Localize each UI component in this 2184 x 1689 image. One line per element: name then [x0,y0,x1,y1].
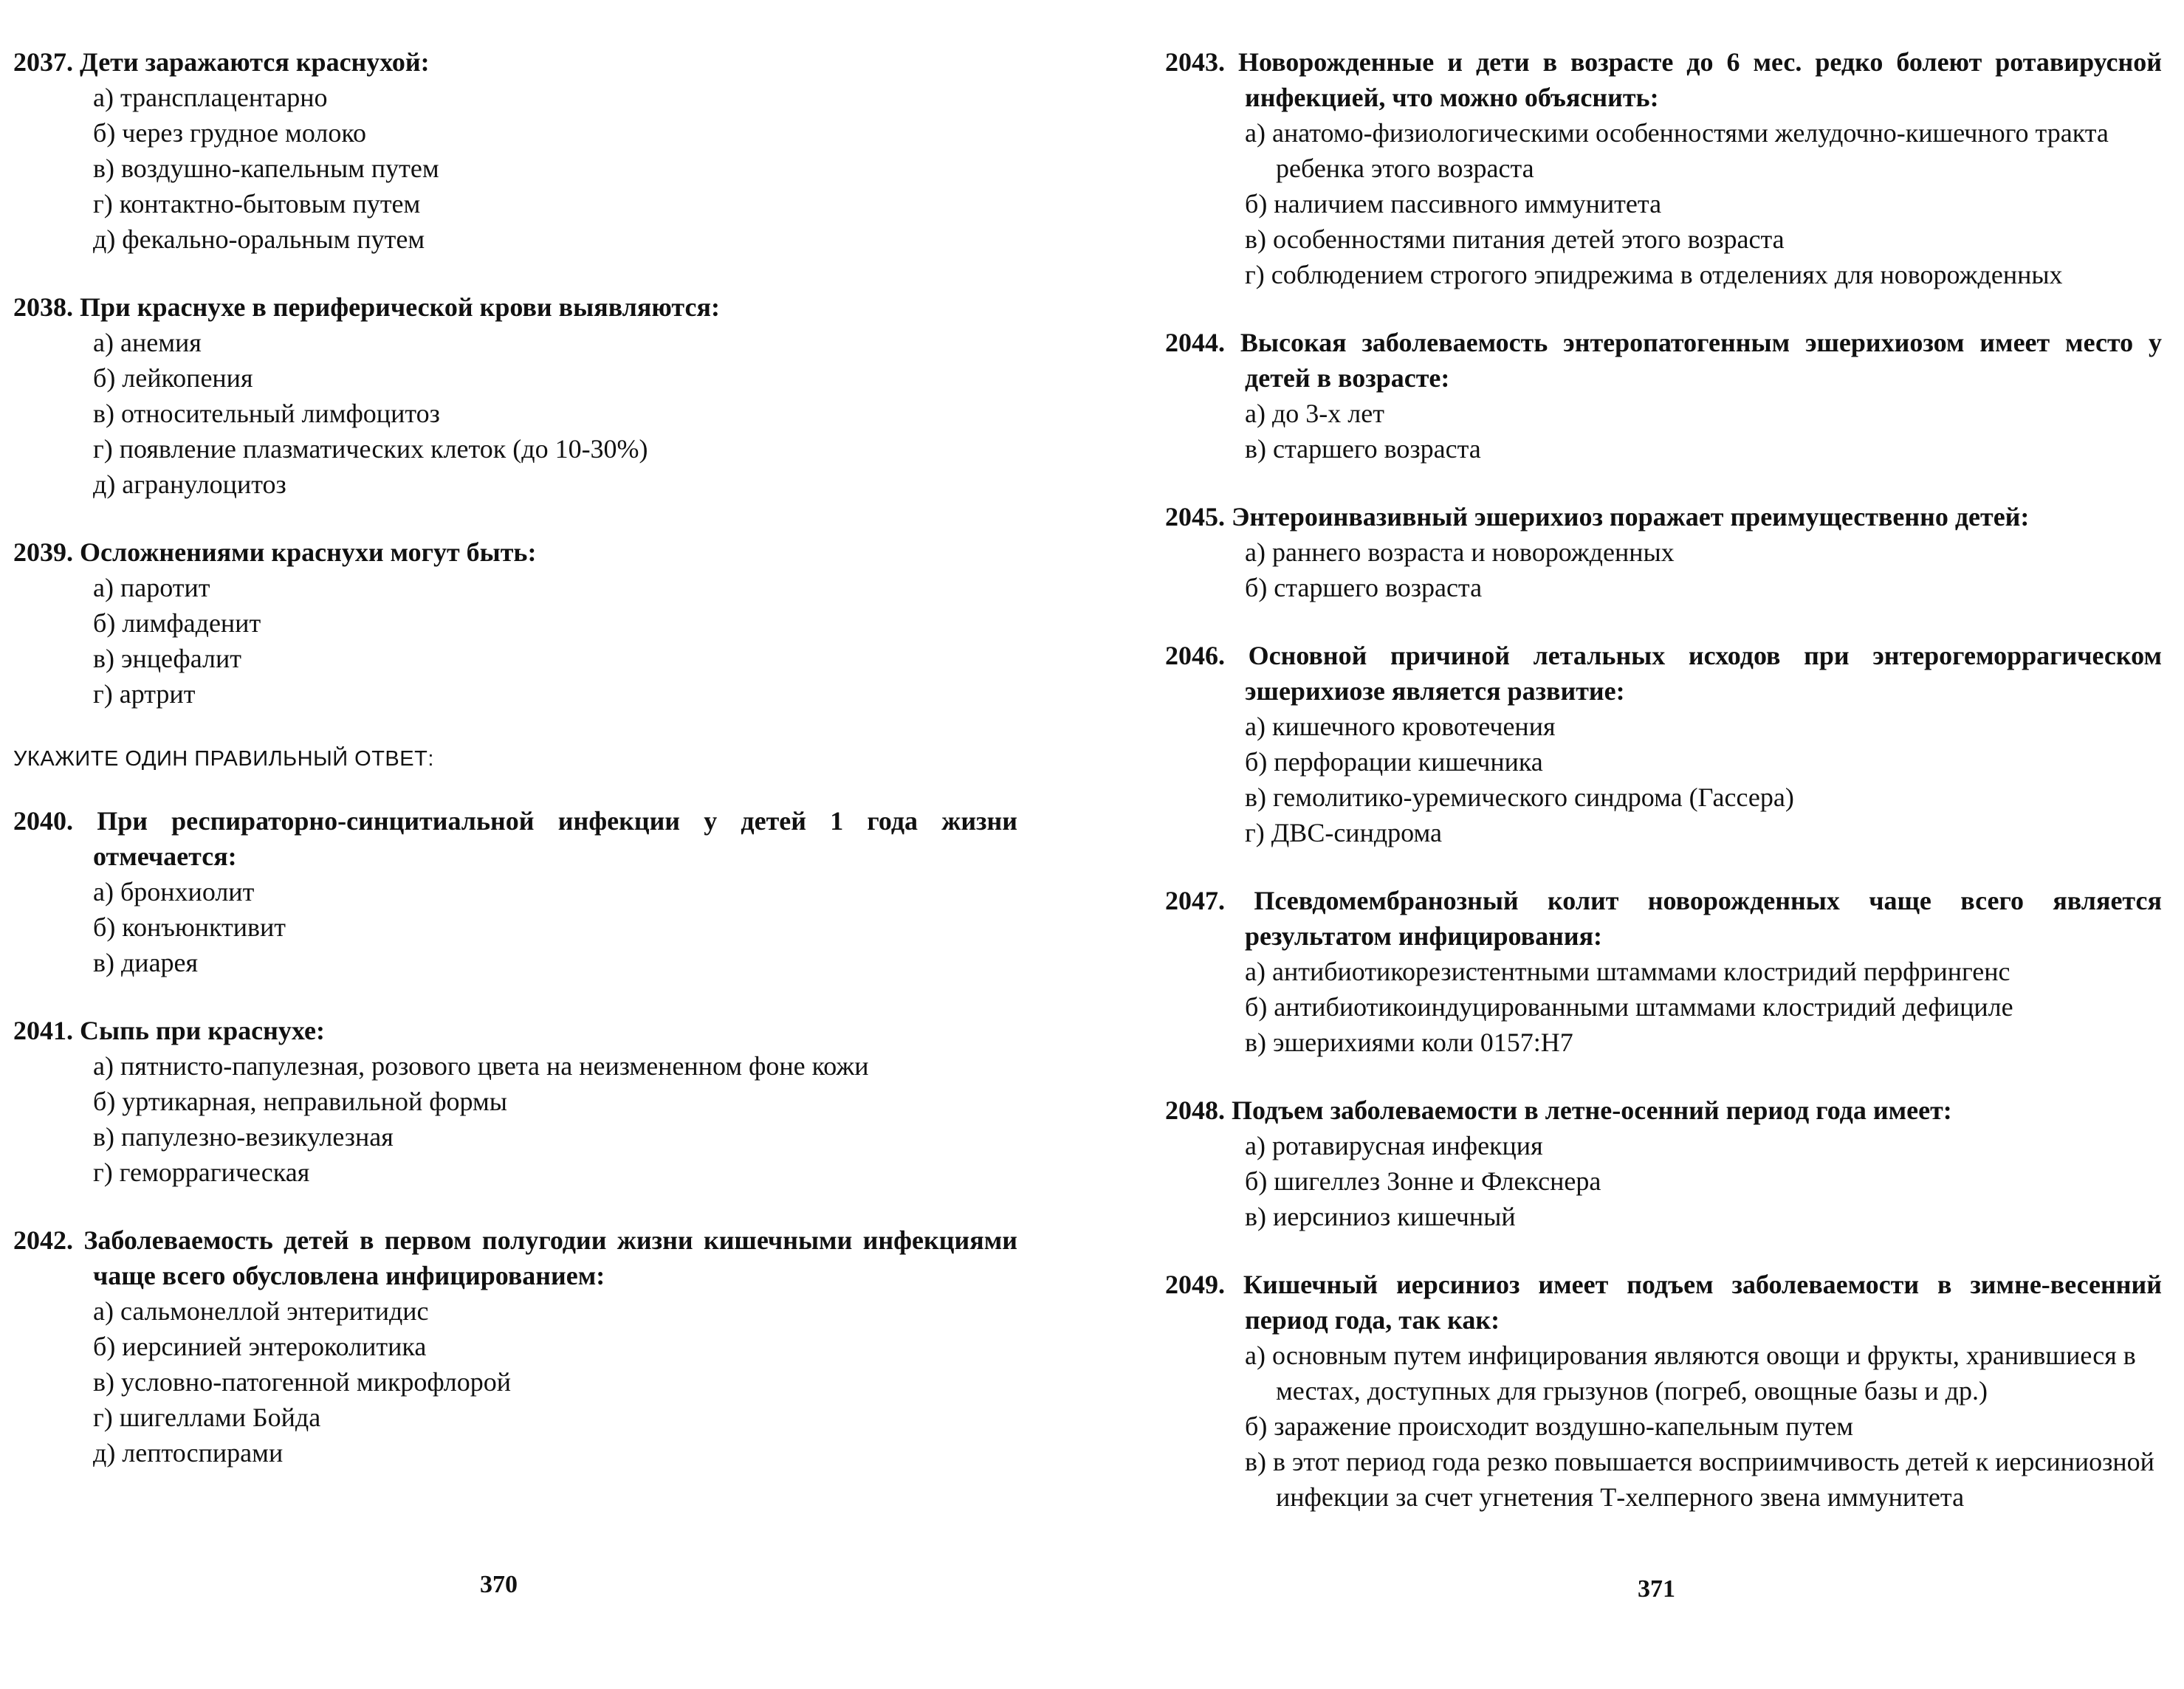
answer-option: а) ротавирусная инфекция [1245,1131,1543,1160]
question-number: 2042. [13,1225,73,1255]
question-number: 2043. [1165,47,1225,77]
answer-option: в) условно-патогенной микрофлорой [93,1367,512,1397]
answer-option: б) уртикарная, неправильной формы [93,1087,507,1116]
answer-option: а) трансплацентарно [93,83,328,112]
question-text: Высокая заболеваемость энтеропатогенным эшерихиозом имеет место у детей в возрасте: [1240,328,2163,393]
question-number: 2038. [13,292,73,322]
question-text: При респираторно-синцитиальной инфекции у детей 1 года жизни отмечается: [93,806,1018,871]
answer-option: в) особенностями питания детей этого возраста [1245,224,1785,254]
answer-option: г) соблюдением строгого эпидрежима в отделениях для новорожденных [1245,260,2063,289]
answer-option: в) иерсиниоз кишечный [1245,1202,1516,1231]
answer-option: а) основным путем инфицирования являются овощи и фрукты, хранившиеся в местах, доступных для грызунов (погреб, овощные базы и др.) [1245,1341,2136,1406]
answer-option: б) конъюнктивит [93,912,286,942]
question-block [13,44,1017,257]
answer-option: г) контактно-бытовым путем [93,189,421,219]
question-block [13,1222,1017,1470]
answer-option: б) шигеллез Зонне и Флекснера [1245,1166,1601,1196]
answer-option: б) иерсинией энтероколитика [93,1332,427,1361]
answer-option: а) пятнисто-папулезная, розового цвета на неизмененном фоне кожи [93,1051,869,1081]
question-text: Заболеваемость детей в первом полугодии жизни кишечными инфекциями чаще всего обусловлена инфицированием: [83,1225,1017,1290]
answer-option: а) сальмонеллой энтеритидис [93,1296,429,1326]
right-page [1165,44,2162,1631]
answer-option: а) анемия [93,328,202,357]
question-heading [1165,325,2162,396]
answer-option: д) фекально-оральным путем [93,224,425,254]
left-page [13,44,1017,1631]
answer-option: в) эшерихиями коли 0157:Н7 [1245,1028,1573,1057]
question-number: 2047. [1165,886,1225,915]
answer-option: а) бронхиолит [93,877,255,907]
answer-options [13,874,1017,980]
question-number: 2048. [1165,1095,1225,1125]
question-text: При краснухе в периферической крови выявляются: [80,292,720,322]
question-block [1165,883,2162,1060]
question-block [1165,44,2162,292]
answer-option: б) перфорации кишечника [1245,747,1543,777]
answer-option: в) энцефалит [93,644,241,673]
answer-option: а) паротит [93,573,210,602]
answer-options [1165,115,2162,292]
question-heading [13,1013,1017,1048]
answer-option: б) заражение происходит воздушно-капельным путем [1245,1411,1853,1441]
answer-option: д) лептоспирами [93,1438,284,1468]
answer-option: в) диарея [93,948,199,977]
question-block [13,289,1017,502]
section-heading: УКАЖИТЕ ОДИН ПРАВИЛЬНЫЙ ОТВЕТ: [13,747,434,771]
answer-option: а) анатомо-физиологическими особенностями желудочно-кишечного тракта ребенка этого возраста [1245,118,2109,183]
question-heading [13,1222,1017,1293]
answer-option: а) кишечного кровотечения [1245,712,1556,741]
answer-option: г) шигеллами Бойда [93,1403,321,1432]
question-list-bottom [13,803,1017,1470]
question-block [1165,1093,2162,1234]
answer-option: б) лимфаденит [93,608,261,638]
question-heading [1165,883,2162,954]
answer-options [1165,1128,2162,1234]
question-number: 2040. [13,806,73,836]
answer-option: г) ДВС-синдрома [1245,818,1442,847]
answer-option: д) агранулоцитоз [93,469,286,499]
answer-option: б) лейкопения [93,363,253,393]
question-block [1165,638,2162,850]
question-list-top [13,44,1017,712]
question-text: Подъем заболеваемости в летне-осенний период года имеет: [1232,1095,1952,1125]
answer-option: а) раннего возраста и новорожденных [1245,537,1675,567]
question-block [1165,325,2162,467]
answer-option: в) воздушно-капельным путем [93,154,439,183]
answer-option: г) появление плазматических клеток (до 10-30%) [93,434,648,464]
question-number: 2044. [1165,328,1225,357]
question-number: 2037. [13,47,73,77]
question-number: 2045. [1165,502,1225,532]
answer-options [1165,396,2162,467]
question-block [1165,1267,2162,1515]
question-heading [1165,44,2162,115]
question-text: Новорожденные и дети в возрасте до 6 мес. редко болеют ротавирусной инфекцией, что можно объяснить: [1237,47,2163,112]
question-number: 2039. [13,537,73,567]
question-block [13,534,1017,712]
question-text: Энтероинвазивный эшерихиоз поражает преимущественно детей: [1232,502,2030,532]
answer-options [13,1293,1017,1470]
question-block [1165,499,2162,605]
answer-options [1165,954,2162,1060]
answer-option: б) наличием пассивного иммунитета [1245,189,1662,219]
question-text: Основной причиной летальных исходов при энтерогеморрагическом эшерихиозе является развитие: [1245,641,2163,706]
question-block [13,1013,1017,1190]
answer-options [13,1048,1017,1190]
answer-option: б) старшего возраста [1245,573,1483,602]
answer-option: в) папулезно-везикулезная [93,1122,394,1152]
answer-option: г) геморрагическая [93,1157,310,1187]
answer-option: г) артрит [93,679,196,709]
question-text: Осложнениями краснухи могут быть: [80,537,537,567]
answer-option: в) в этот период года резко повышается восприимчивость детей к иерсиниозной инфекции за счет угнетения Т-хелперного звена иммунитета [1245,1447,2154,1512]
answer-options [1165,709,2162,850]
page-number-left: 370 [480,1571,518,1598]
question-heading [13,803,1017,874]
answer-options [1165,534,2162,605]
answer-options [13,325,1017,502]
question-list [1165,44,2162,1515]
question-heading [13,289,1017,325]
question-text: Псевдомембранозный колит новорожденных чаще всего является результатом инфицирования: [1245,886,2162,951]
question-number: 2046. [1165,641,1225,670]
question-number: 2041. [13,1016,73,1045]
answer-option: б) антибиотикоиндуцированными штаммами клостридий дефициле [1245,992,2013,1022]
question-heading [1165,499,2162,534]
answer-option: а) до 3-х лет [1245,399,1384,428]
question-heading [13,44,1017,80]
answer-option: в) старшего возраста [1245,434,1481,464]
page-number-right: 371 [1638,1575,1675,1603]
answer-option: а) антибиотикорезистентными штаммами клостридий перфрингенс [1245,957,2010,986]
answer-options [13,80,1017,257]
question-text: Сыпь при краснухе: [80,1016,325,1045]
question-heading [1165,1267,2162,1338]
question-block [13,803,1017,980]
answer-options [1165,1338,2162,1515]
answer-options [13,570,1017,712]
question-heading [13,534,1017,570]
answer-option: б) через грудное молоко [93,118,366,148]
answer-option: в) относительный лимфоцитоз [93,399,440,428]
question-text: Кишечный иерсиниоз имеет подъем заболеваемости в зимне-весенний период года, так как: [1243,1270,2163,1335]
answer-option: в) гемолитико-уремического синдрома (Гассера) [1245,782,1794,812]
question-text: Дети заражаются краснухой: [80,47,430,77]
question-heading [1165,1093,2162,1128]
question-heading [1165,638,2162,709]
question-number: 2049. [1165,1270,1225,1299]
